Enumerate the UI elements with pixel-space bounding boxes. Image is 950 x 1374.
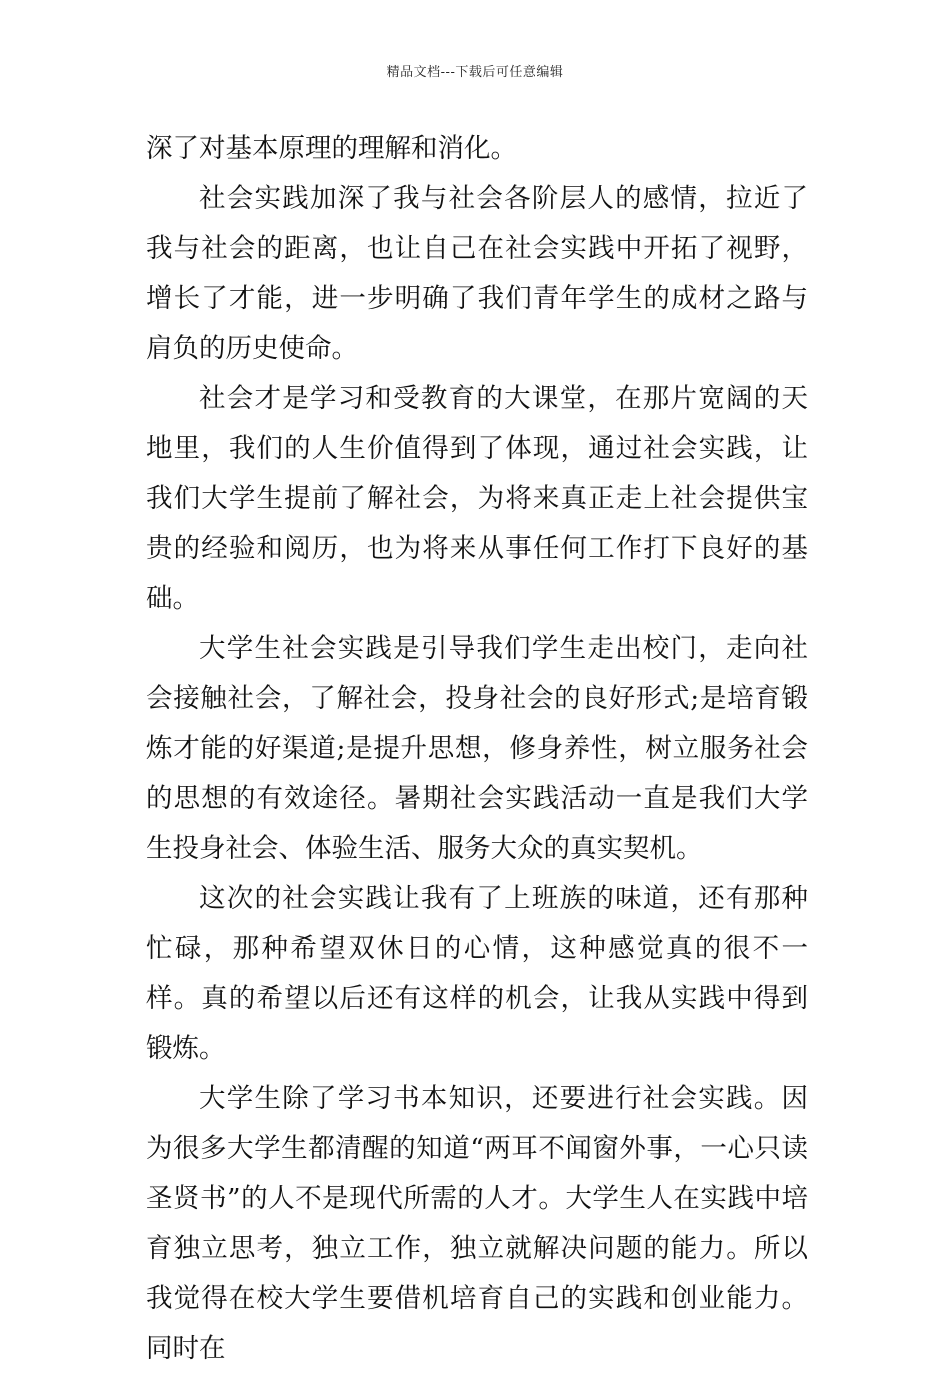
paragraph: 大学生除了学习书本知识，还要进行社会实践。因为很多大学生都清醒的知道“两耳不闻窗外事，一心只读圣贤书”的人不是现代所需的人才。大学生人在实践中培育独立思考，独立工作，独立就解决问题的能力。所以我觉得在校大学生要借机培育自己的实践和创业能力。同时在 — [146, 1083, 808, 1364]
page-header: 精品文档---下载后可任意编辑 — [386, 65, 564, 80]
paragraph: 这次的社会实践让我有了上班族的味道，还有那种忙碌，那种希望双休日的心情，这种感觉真的很不一样。真的希望以后还有这样的机会，让我从实践中得到锻炼。 — [146, 883, 808, 1064]
paragraph: 社会才是学习和受教育的大课堂，在那片宽阔的天地里，我们的人生价值得到了体现，通过社会实践，让我们大学生提前了解社会，为将来真正走上社会提供宝贵的经验和阅历，也为将来从事任何工作打下良好的基础。 — [146, 383, 808, 614]
paragraph: 大学生社会实践是引导我们学生走出校门，走向社会接触社会，了解社会，投身社会的良好形式;是培育锻炼才能的好渠道;是提升思想，修身养性，树立服务社会的思想的有效途径。暑期社会实践活动一直是我们大学生投身社会、体验生活、服务大众的真实契机。 — [146, 633, 808, 864]
paragraph: 社会实践加深了我与社会各阶层人的感情，拉近了我与社会的距离，也让自己在社会实践中开拓了视野，增长了才能，进一步明确了我们青年学生的成材之路与肩负的历史使命。 — [146, 183, 808, 364]
paragraph-continuation: 深了对基本原理的理解和消化。 — [146, 133, 517, 164]
document-body — [146, 124, 808, 1374]
